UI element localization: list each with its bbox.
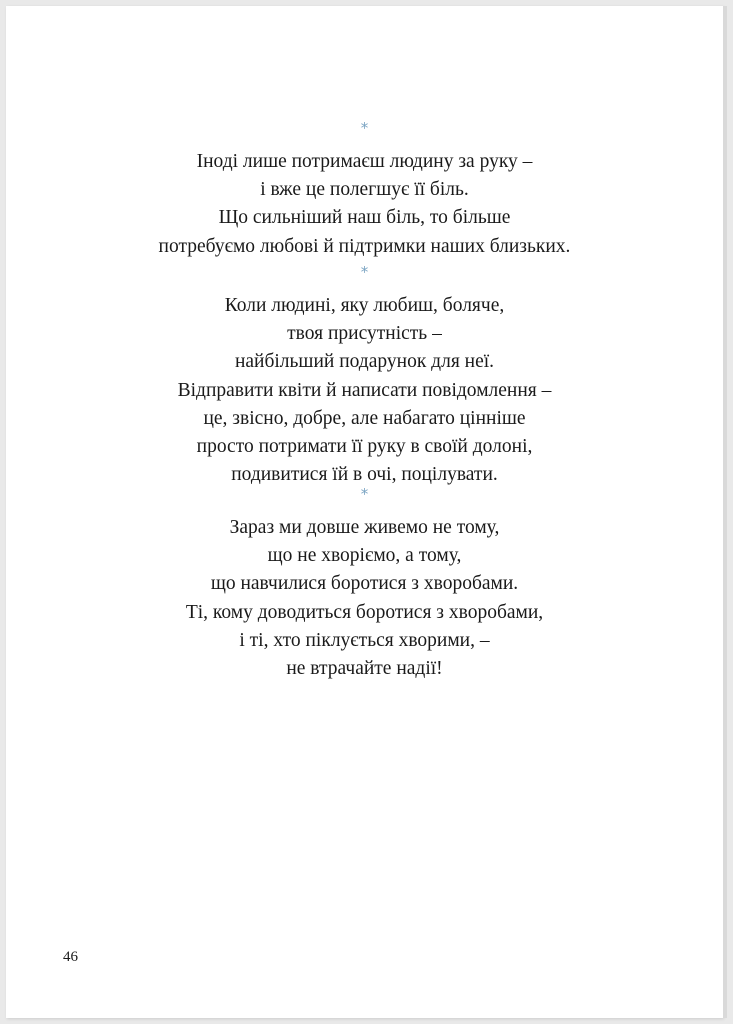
page-edge-shadow bbox=[723, 6, 727, 1018]
stanza-line: Коли людині, яку любиш, боляче, bbox=[224, 295, 505, 316]
page-number: 46 bbox=[63, 949, 78, 965]
stanza-line: Зараз ми довше живемо не тому, bbox=[229, 517, 500, 538]
stanza-line: подивитися їй в очі, поцілувати. bbox=[231, 464, 498, 486]
stanza-line: що не хворіємо, а тому, bbox=[267, 545, 462, 567]
stanza-line: це, звісно, добре, але набагато цінніше bbox=[203, 407, 526, 429]
stanza-2 bbox=[6, 292, 723, 489]
stanza-line: Відправити квіти й написати повідомлення – bbox=[177, 379, 552, 401]
stanza-line: твоя присутність – bbox=[287, 323, 442, 345]
stanza-line: Іноді лише потримаєш людину за руку – bbox=[196, 151, 533, 172]
stanza-line: найбільший подарунок для неї. bbox=[234, 351, 495, 373]
separator-asterisk-1: * bbox=[360, 119, 369, 137]
separator-asterisk-3: * bbox=[360, 485, 369, 503]
stanza-line: просто потримати її руку в своїй долоні, bbox=[196, 436, 533, 458]
stanza-line: Ті, кому доводиться боротися з хворобами, bbox=[185, 601, 544, 623]
stanza-line: потребуємо любові й підтримки наших близьких. bbox=[158, 235, 571, 257]
stanza-line: що навчилися боротися з хворобами. bbox=[210, 573, 519, 595]
stanza-1 bbox=[6, 148, 723, 261]
stanza-line: і ті, хто піклується хворими, – bbox=[239, 629, 490, 651]
book-page bbox=[6, 6, 723, 1018]
stanza-line: не втрачайте надії! bbox=[286, 658, 443, 680]
stanza-line: Що сильніший наш біль, то більше bbox=[218, 207, 511, 229]
stanza-line: і вже це полегшує її біль. bbox=[260, 179, 469, 201]
stanza-3 bbox=[6, 514, 723, 683]
separator-asterisk-2: * bbox=[360, 263, 369, 281]
